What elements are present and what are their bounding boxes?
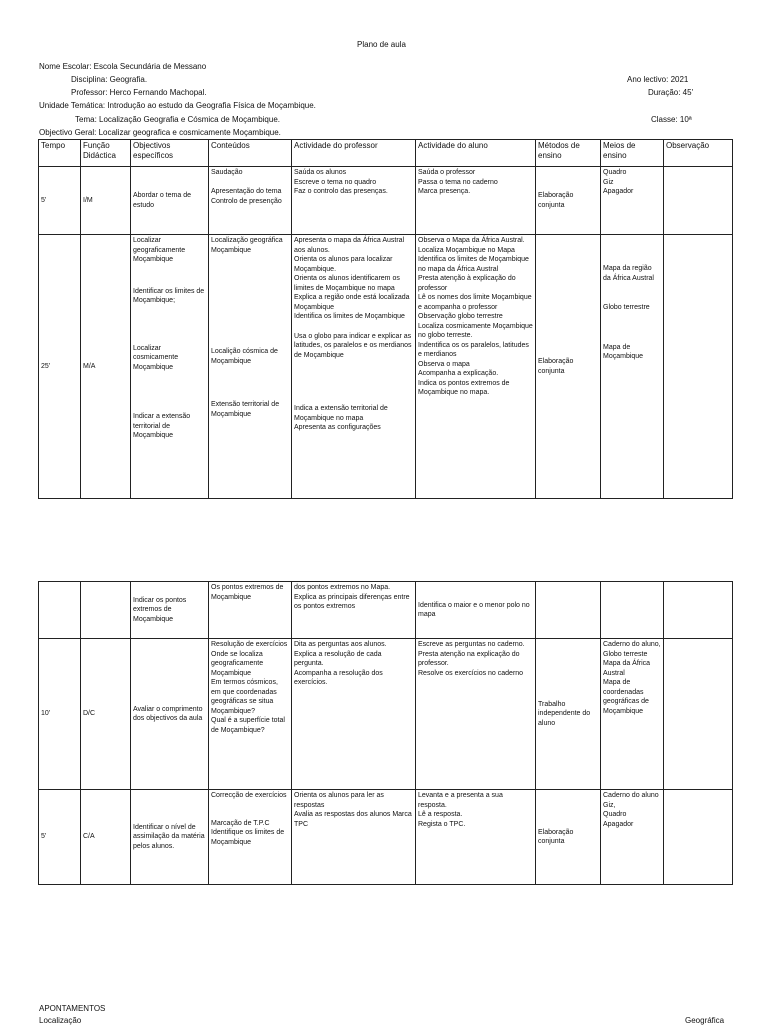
- resource-text: Mapa da região da África Austral: [603, 265, 654, 282]
- lesson-theme: Tema: Localização Geografia e Cósmica de Moçambique.: [75, 115, 280, 124]
- col-header: Meios de ensino: [601, 140, 664, 167]
- col-header: Actividade do aluno: [416, 140, 536, 167]
- teacher-activity: Dita as perguntas aos alunos.: [294, 641, 387, 648]
- resource-text: Apagador: [603, 188, 634, 195]
- cell-objectivos: [131, 582, 209, 639]
- objective-text: Identificar o nível de assimilação da matéria pelos alunos.: [133, 823, 205, 850]
- resource-text: Mapa de coordenadas geográficas de Moçambique: [603, 679, 649, 715]
- teacher-activity: Orienta os alunos para localizar Moçambique.: [294, 256, 393, 273]
- school-year: Ano lectivo: 2021: [627, 75, 689, 84]
- cell-funcao: M/A: [81, 235, 131, 499]
- cell-tempo: 5': [39, 167, 81, 235]
- cell-conteudos: [209, 790, 292, 885]
- col-header: Função Didáctica: [81, 140, 131, 167]
- objective-text: Identificar os limites de Moçambique;: [133, 287, 205, 304]
- student-activity: Identifica o maior e o menor polo no mapa: [418, 601, 530, 618]
- cell-funcao: I/M: [81, 167, 131, 235]
- student-activity: Resolve os exercícios no caderno: [418, 669, 524, 677]
- cell-funcao: C/A: [81, 790, 131, 885]
- teacher-activity: dos pontos extremos no Mapa.: [294, 584, 391, 591]
- cell-conteudos: [209, 167, 292, 235]
- content-text: Saudação: [211, 169, 243, 176]
- student-activity: Acompanha a explicação.: [418, 370, 499, 377]
- school-name: Nome Escolar: Escola Secundária de Messano: [39, 62, 207, 71]
- resource-text: Quadro: [603, 811, 627, 818]
- teacher-activity: Indica a extensão territorial de Moçambique no mapa: [294, 405, 388, 422]
- content-text: Correcção de exercícios: [211, 792, 287, 799]
- resource-text: Caderno do aluno,: [603, 641, 661, 648]
- cell-professor: [292, 639, 416, 790]
- student-activity: Marca presença.: [418, 188, 471, 195]
- cell-objectivos: [131, 639, 209, 790]
- cell-meios: [601, 582, 664, 639]
- cell-objectivos: [131, 790, 209, 885]
- student-activity: Indentifica os os paralelos, latitudes e merdianos: [418, 341, 529, 358]
- cell-metodos: Elaboração conjunta: [536, 167, 601, 235]
- objective-text: Localizar cosmicamente Moçambique: [133, 344, 179, 371]
- col-header: Conteúdos: [209, 140, 292, 167]
- student-activity: Identifica os limites de Moçambique no mapa da África Austral: [418, 256, 529, 273]
- cell-tempo: 10': [39, 639, 81, 790]
- table-header-row: [39, 140, 733, 167]
- cell-observacao: [664, 235, 733, 499]
- grade: Classe: 10ª: [651, 115, 692, 124]
- student-activity: Saúda o professor: [418, 169, 476, 176]
- cell-aluno: [416, 790, 536, 885]
- cell-metodos: Trabalho independente do aluno: [536, 639, 601, 790]
- table-row: [39, 167, 733, 235]
- cell-objectivos: [131, 167, 209, 235]
- content-text: Extensão territorial de Moçambique: [211, 401, 280, 418]
- cell-funcao: D/C: [81, 639, 131, 790]
- resource-text: Mapa de Moçambique: [603, 343, 644, 360]
- cell-professor: [292, 790, 416, 885]
- content-text: Onde se localiza geograficamente Moçambique: [211, 650, 264, 677]
- student-activity: Observa o mapa: [418, 360, 470, 368]
- cell-observacao: [664, 582, 733, 639]
- thematic-unit: Unidade Temática: Introdução ao estudo da Geografia Física de Moçambique.: [39, 101, 316, 110]
- teacher-activity: Explica as principais diferenças entre os pontos extremos: [294, 593, 410, 610]
- objective-text: Abordar o tema de estudo: [133, 192, 191, 209]
- notes-heading: APONTAMENTOS: [39, 1004, 106, 1013]
- teacher-activity: Avalia as respostas dos alunos Marca TPC: [294, 811, 412, 828]
- cell-aluno: [416, 582, 536, 639]
- cell-objectivos: [131, 235, 209, 499]
- cell-conteudos: [209, 639, 292, 790]
- student-activity: Presta atenção à explicação do professor: [418, 275, 516, 292]
- teacher-activity: Orienta os alunos para ler as respostas: [294, 792, 384, 809]
- cell-observacao: [664, 790, 733, 885]
- student-activity: Lê os nomes dos limite Moçambique e acompanha o professor: [418, 294, 532, 311]
- cell-professor: [292, 167, 416, 235]
- resource-text: Globo terrestre: [603, 304, 650, 311]
- teacher-activity: Orienta os alunos identificarem os limites de Moçambique no mapa: [294, 275, 400, 292]
- student-activity: Lê a resposta.: [418, 811, 463, 818]
- cell-professor: [292, 582, 416, 639]
- student-activity: Passa o tema no caderno: [418, 178, 498, 186]
- col-header: Observação: [664, 140, 733, 167]
- resource-text: Globo terreste: [603, 650, 648, 658]
- cell-meios: [601, 790, 664, 885]
- teacher-activity: Apresenta o mapa da África Austral aos alunos.: [294, 237, 405, 254]
- objective-text: Avaliar o comprimento dos objectivos da aula: [133, 705, 203, 722]
- resource-text: Mapa da África Austral: [603, 660, 651, 677]
- cell-aluno: [416, 167, 536, 235]
- cell-tempo: [39, 582, 81, 639]
- student-activity: Localiza cosmicamente Moçambique no globo terreste.: [418, 322, 533, 339]
- cell-observacao: [664, 639, 733, 790]
- cell-meios: [601, 639, 664, 790]
- student-activity: Observa o Mapa da África Austral.: [418, 237, 525, 244]
- student-activity: Levanta e a presenta a sua resposta.: [418, 792, 503, 809]
- student-activity: Presta atenção na explicação do professor.: [418, 650, 520, 667]
- content-text: Em termos cósmicos, em que coordenadas geográficas se situa Moçambique?: [211, 679, 278, 715]
- student-activity: Localiza Moçambique no Mapa: [418, 246, 515, 254]
- resource-text: Apagador: [603, 820, 634, 828]
- teacher-activity: Faz o controlo das presenças.: [294, 188, 388, 195]
- content-text: Os pontos extremos de Moçambique: [211, 584, 284, 601]
- objective-text: Localizar geograficamente Moçambique: [133, 237, 186, 263]
- resource-text: Giz,: [603, 801, 616, 809]
- content-text: Marcação de T.P.C Identifique os limites de Moçambique: [211, 819, 285, 846]
- notes-geografica: Geográfica: [685, 1016, 725, 1025]
- cell-professor: [292, 235, 416, 499]
- content-text: Qual é a superfície total de Moçambique?: [211, 717, 285, 734]
- lesson-table-1: [38, 139, 733, 499]
- cell-aluno: [416, 639, 536, 790]
- teacher-activity: Identifica os limites de Moçambique: [294, 313, 405, 320]
- teacher-activity: Usa o globo para indicar e explicar as latitudes, os paralelos e os merdianos de Moçambique: [294, 332, 412, 359]
- cell-tempo: 5': [39, 790, 81, 885]
- cell-funcao: [81, 582, 131, 639]
- cell-conteudos: [209, 582, 292, 639]
- cell-metodos: [536, 582, 601, 639]
- teacher-activity: Explica a região onde está localizada Moçambique: [294, 294, 410, 311]
- cell-metodos: Elaboração conjunta: [536, 790, 601, 885]
- teacher: Professor: Herco Fernando Machopal.: [71, 88, 207, 97]
- cell-tempo: 25': [39, 235, 81, 499]
- table-row: [39, 582, 733, 639]
- cell-observacao: [664, 167, 733, 235]
- content-text: Resolução de exercícios: [211, 641, 288, 648]
- cell-meios: [601, 167, 664, 235]
- student-activity: Escreve as perguntas no caderno.: [418, 641, 525, 648]
- col-header: Objectivos específicos: [131, 140, 209, 167]
- student-activity: Observação globo terrestre: [418, 313, 503, 320]
- cell-conteudos: [209, 235, 292, 499]
- teacher-activity: Explica a resolução de cada pergunta.: [294, 650, 382, 667]
- resource-text: Quadro: [603, 169, 627, 176]
- lesson-table-2: [38, 581, 733, 885]
- content-text: Controlo de presenção: [211, 197, 282, 205]
- student-activity: Indica os pontos extremos de Moçambique no mapa.: [418, 379, 510, 396]
- table-row: [39, 235, 733, 499]
- teacher-activity: Apresenta as configurações: [294, 424, 381, 431]
- content-text: Localização geográfica Moçambique: [211, 237, 283, 254]
- content-text: Apresentação do tema: [211, 188, 282, 195]
- table-row: [39, 790, 733, 885]
- cell-aluno: [416, 235, 536, 499]
- cell-meios: [601, 235, 664, 499]
- page-title: Plano de aula: [357, 40, 406, 49]
- notes-localizacao: Localização: [39, 1016, 82, 1025]
- resource-text: Giz: [603, 178, 614, 186]
- col-header: Actividade do professor: [292, 140, 416, 167]
- duration: Duração: 45': [648, 88, 694, 97]
- objective-text: Indicar os pontos extremos de Moçambique: [133, 596, 187, 623]
- teacher-activity: Acompanha a resolução dos exercícios.: [294, 669, 383, 686]
- teacher-activity: Escreve o tema no quadro: [294, 178, 377, 186]
- col-header: Métodos de ensino: [536, 140, 601, 167]
- objective-text: Indicar a extensão territorial de Moçambique: [133, 413, 191, 439]
- teacher-activity: Saúda os alunos: [294, 169, 347, 176]
- general-objective: Objectivo Geral: Localizar geografica e cosmicamente Moçambique.: [39, 128, 281, 137]
- discipline: Disciplina: Geografia.: [71, 75, 148, 84]
- cell-metodos: Elaboração conjunta: [536, 235, 601, 499]
- student-activity: Regista o TPC.: [418, 820, 466, 828]
- content-text: Localição cósmica de Moçambique: [211, 348, 278, 365]
- resource-text: Caderno do aluno: [603, 792, 659, 799]
- col-header: Tempo: [39, 140, 81, 167]
- table-row: [39, 639, 733, 790]
